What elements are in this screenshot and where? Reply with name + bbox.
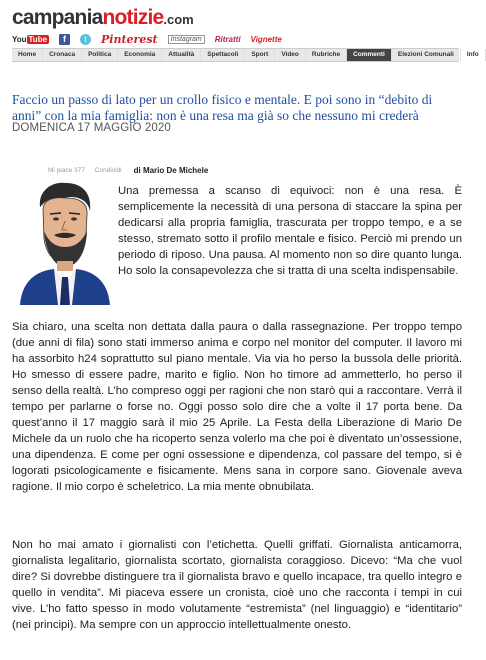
main-nav	[12, 48, 479, 62]
article-paragraph-3: Non ho mai amato i giornalisti con l’etichetta. Quelli griffati. Giornalista anticamorra, giornalista legalitario, giornalista scortato, giornalista coraggioso. Dicevo: “Ma che vuol dire? Si dovrebbe distinguere tra il giornalista bravo e quello incapace, tra quello integro e quello in vendita”. Mi piaceva essere un cronista, cioè uno che racconta i tempi in cui vive. L’ho fatto spesso in modo volutamente “estremista” (nel linguaggio) e “identitario” (nei principi). Ma sempre con un approccio intellettualmente onesto.	[12, 539, 462, 631]
nav-item-spettacoli[interactable]: Spettacoli	[201, 49, 245, 61]
author-portrait	[10, 177, 114, 305]
article-meta	[48, 166, 208, 175]
logo-part-com: .com	[163, 12, 194, 27]
share-button[interactable]: Condividi	[94, 167, 122, 174]
article-title[interactable]: Faccio un passo di lato per un crollo fisico e mentale. E poi sono in “debito di anni” con la mia famiglia: non è una resa ma già so che nessuno mi crederà	[12, 92, 433, 123]
portrait-right-eye	[71, 217, 77, 220]
youtube-tube-text: Tube	[28, 34, 48, 44]
ritratti-link[interactable]: Ritratti	[214, 34, 241, 44]
site-logo[interactable]	[12, 6, 194, 30]
portrait-left-brow	[50, 213, 61, 214]
article-date: DOMENICA 17 MAGGIO 2020	[12, 122, 171, 134]
facebook-icon[interactable]: f	[59, 34, 70, 45]
portrait-left-eye	[53, 217, 59, 220]
nav-item-cronaca[interactable]: Cronaca	[43, 49, 82, 61]
logo-part-notizie: notizie	[102, 6, 164, 29]
portrait-right-brow	[69, 213, 80, 214]
article-paragraph-2: Sia chiaro, una scelta non dettata dalla paura o dalla rassegnazione. Per troppo tempo (due anni di fila) sono stati immerso anima e corpo nel monitor del computer. Il lavoro mi ha assorbito h24 soprattutto sul piano mentale. Via via ho perso la bussola delle priorità. Ho smesso di essere padre, marito e figlio. Non ho timore ad ammetterlo, ho perso il senso della realtà. L’ho compreso oggi per ragioni che non starò qui a raccontare. Verrà il tempo per parlarne o forse no. Oggi posso solo dire che a volte il 17 porta bene. Da quest’anno il 17 maggio sarà il mio 25 Aprile. La Festa della Liberazione di Mario De Michele da un ruolo che ha ricoperto senza volerlo ma che poi è diventato un’ossessione, una dipendenza. E come per ogni ossessione e dipendenza, col passare del tempo, si è logorati psicologicamente e fisicamente. Mens sana in corpore sano. Giovenale aveva ragione. Il mio corpo è scheletrico. La mia mente obnubilata.	[12, 321, 462, 493]
pinterest-icon[interactable]: Pinterest	[101, 32, 158, 46]
nav-item-attualit-[interactable]: Attualità	[162, 49, 201, 61]
nav-item-info[interactable]: Info	[461, 49, 486, 61]
social-links	[12, 32, 282, 46]
nav-item-rubriche[interactable]: Rubriche	[306, 49, 347, 61]
like-button[interactable]: Mi piace 377	[48, 167, 85, 174]
portrait-neck	[57, 261, 73, 271]
nav-item-home[interactable]: Home	[12, 49, 43, 61]
vignette-link[interactable]: Vignette	[250, 34, 282, 44]
logo-part-campania: campania	[12, 6, 103, 29]
nav-item-video[interactable]: Video	[275, 49, 306, 61]
portrait-tie	[60, 277, 70, 305]
nav-item-sport[interactable]: Sport	[245, 49, 275, 61]
nav-item-elezioni-comunali[interactable]: Elezioni Comunali	[392, 49, 461, 61]
nav-item-commenti[interactable]: Commenti	[347, 49, 392, 61]
twitter-icon[interactable]: t	[80, 34, 91, 45]
nav-item-economia[interactable]: Economia	[118, 49, 162, 61]
youtube-you-text: You	[12, 34, 27, 44]
youtube-icon[interactable]	[12, 35, 49, 44]
article-author: di Mario De Michele	[133, 166, 209, 175]
nav-item-politica[interactable]: Politica	[82, 49, 118, 61]
instagram-icon[interactable]: Instagram	[168, 35, 205, 44]
article-paragraph-1: Una premessa a scanso di equivoci: non è una resa. È semplicemente la necessità di una persona di staccare la spina per dedicarsi alla propria famiglia, trascurata per troppo tempo, e a se stesso, stremato sotto il profilo mentale e fisico. Perciò mi prendo un periodo di riposo. Una pausa. Al momento non so dire quanto lunga. Ho solo la consapevolezza che si tratta di una scelta indispensabile.	[118, 185, 462, 277]
